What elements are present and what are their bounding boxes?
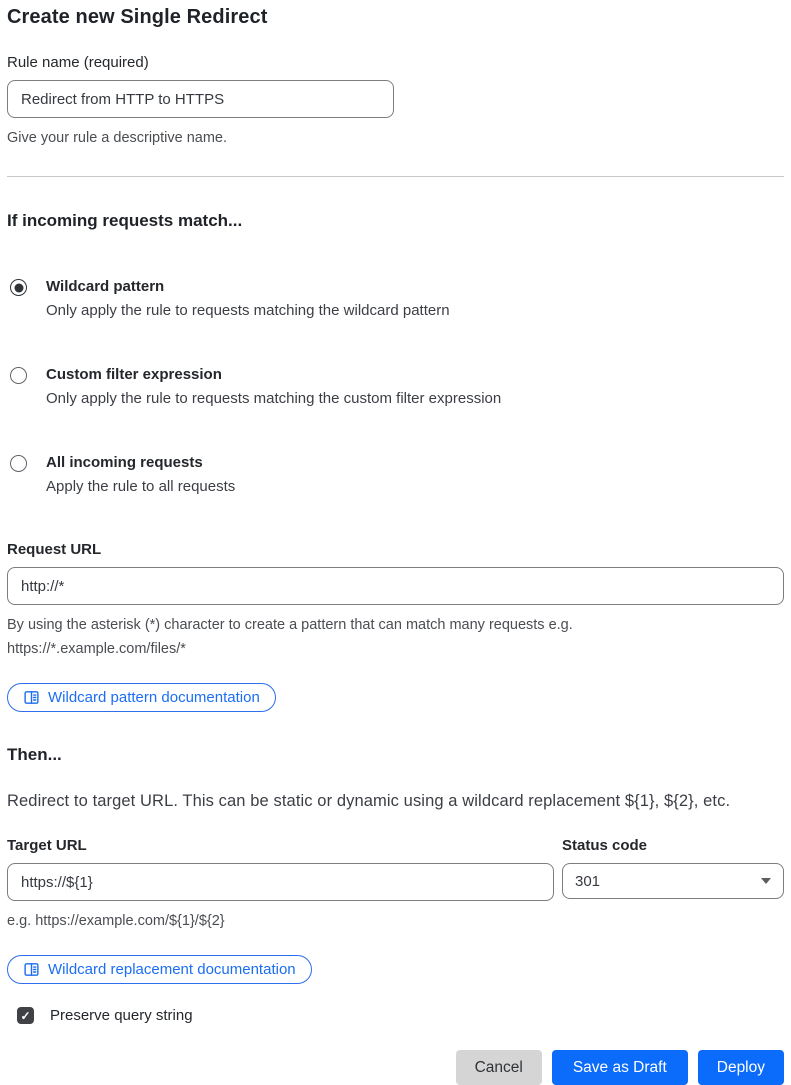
form-action-bar [7,1050,784,1085]
then-section-description: Redirect to target URL. This can be static or dynamic using a wildcard replacement ${1}, ${2}, etc. [7,792,731,810]
radio-label: Wildcard pattern [46,278,165,295]
deploy-button[interactable]: Deploy [698,1050,784,1085]
checkbox-checked-icon[interactable]: ✓ [17,1007,34,1024]
preserve-query-string-label: Preserve query string [50,1007,193,1024]
cancel-button[interactable]: Cancel [456,1050,542,1085]
radio-description: Only apply the rule to requests matching the wildcard pattern [46,302,450,319]
target-url-field [7,837,554,901]
chevron-down-icon [761,878,771,884]
status-code-select[interactable] [562,863,784,899]
rule-name-input[interactable] [7,80,394,118]
request-url-help [7,613,784,661]
target-url-input[interactable] [7,863,554,901]
target-url-status-row [7,837,784,901]
radio-description: Only apply the rule to requests matching the custom filter expression [46,390,502,407]
rule-name-help: Give your rule a descriptive name. [7,130,228,146]
book-icon [23,961,40,978]
then-section-heading: Then... [7,745,62,764]
match-section-heading: If incoming requests match... [7,211,243,230]
doc-button-label: Wildcard replacement documentation [48,961,296,978]
target-url-label: Target URL [7,837,87,854]
request-url-label: Request URL [7,541,102,558]
request-url-help-line1: By using the asterisk (*) character to create a pattern that can match many requests e.g. [7,617,573,633]
match-type-radio-group [7,277,784,497]
radio-selected-icon[interactable] [10,279,27,296]
radio-description: Apply the rule to all requests [46,478,236,495]
status-code-value: 301 [575,872,601,890]
status-code-field [562,837,784,901]
radio-option-all-requests[interactable] [7,453,784,497]
rule-name-field [7,54,784,150]
request-url-input[interactable] [7,567,784,605]
status-code-label: Status code [562,837,648,854]
radio-option-wildcard-pattern[interactable] [7,277,784,321]
page-title: Create new Single Redirect [7,6,268,28]
radio-label: Custom filter expression [46,366,222,383]
request-url-field [7,541,784,712]
rule-name-label: Rule name (required) [7,54,149,71]
target-url-help: e.g. https://example.com/${1}/${2} [7,913,225,929]
book-icon [23,689,40,706]
section-divider [7,176,784,177]
radio-unselected-icon[interactable] [10,455,27,472]
save-as-draft-button[interactable]: Save as Draft [552,1050,688,1085]
doc-button-label: Wildcard pattern documentation [48,689,260,706]
wildcard-replacement-doc-button[interactable] [7,955,312,984]
preserve-query-string-option[interactable] [7,1007,784,1024]
wildcard-pattern-doc-button[interactable] [7,683,276,712]
request-url-help-line2: https://*.example.com/files/* [7,641,186,657]
radio-label: All incoming requests [46,454,203,471]
radio-unselected-icon[interactable] [10,367,27,384]
radio-option-custom-filter[interactable] [7,365,784,409]
